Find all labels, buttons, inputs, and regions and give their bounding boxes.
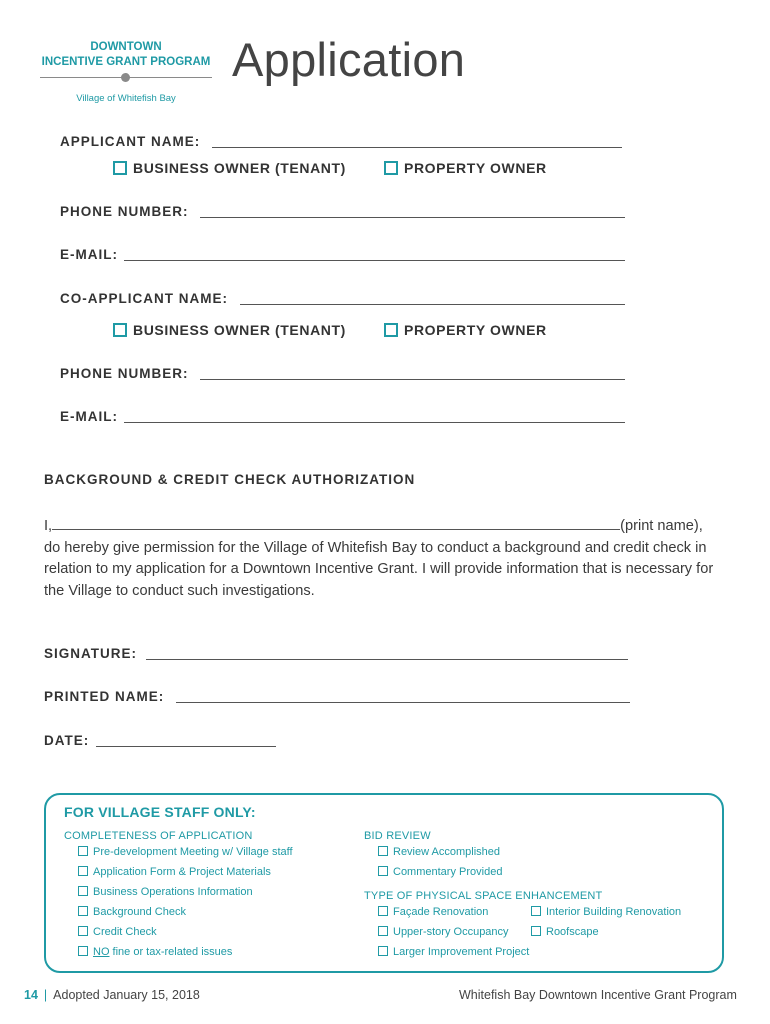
applicant-owner-checkbox[interactable] [384,161,398,175]
staff-checkbox[interactable] [531,926,541,936]
footer-left [24,988,200,1002]
completeness-heading: COMPLETENESS OF APPLICATION [64,830,253,842]
staff-checkbox[interactable] [78,926,88,936]
completeness-item-label: fine or tax-related issues [109,946,233,958]
staff-checkbox[interactable] [378,926,388,936]
completeness-item[interactable] [78,946,232,958]
logo-divider [40,73,212,83]
authorization-body: do hereby give permission for the Village of Whitefish Bay to conduct a background and credit check in relation to my application for a Downtown Incentive Grant. I will provide information that is necessary for the Village to conduct such investigations. [44,539,714,599]
completeness-item[interactable] [78,886,253,898]
completeness-item[interactable] [78,926,157,938]
staff-checkbox[interactable] [78,846,88,856]
signature-label: SIGNATURE: [44,646,137,661]
staff-checkbox[interactable] [378,946,388,956]
co-applicant-owner-option[interactable] [384,322,547,338]
staff-checkbox[interactable] [378,906,388,916]
enhancement-item-label: Interior Building Renovation [546,906,682,918]
authorization-print-name-field[interactable] [52,517,620,530]
staff-checkbox[interactable] [378,866,388,876]
authorization-prefix: I, [44,518,53,534]
printed-name-label: PRINTED NAME: [44,689,165,704]
co-applicant-email-label: E-MAIL: [60,409,118,424]
printed-name-field[interactable] [176,702,630,703]
applicant-phone-field[interactable] [200,217,625,218]
enhancement-item[interactable] [378,926,509,938]
applicant-phone-label: PHONE NUMBER: [60,204,189,219]
footer-divider: | [43,988,48,1002]
co-applicant-owner-checkbox[interactable] [384,323,398,337]
authorization-print-name-label: (print name), [620,518,703,534]
authorization-paragraph [44,516,734,602]
co-applicant-tenant-checkbox[interactable] [113,323,127,337]
bid-review-item[interactable] [378,866,502,878]
applicant-owner-label: PROPERTY OWNER [404,160,547,176]
staff-checkbox[interactable] [78,946,88,956]
staff-checkbox[interactable] [378,846,388,856]
staff-checkbox[interactable] [78,886,88,896]
applicant-tenant-checkbox[interactable] [113,161,127,175]
co-applicant-owner-label: PROPERTY OWNER [404,322,547,338]
bid-review-heading: BID REVIEW [364,830,431,842]
co-applicant-phone-field[interactable] [200,379,625,380]
applicant-name-label: APPLICANT NAME: [60,134,201,149]
completeness-item[interactable] [78,906,186,918]
staff-checkbox[interactable] [78,906,88,916]
completeness-item[interactable] [78,866,271,878]
staff-checkbox[interactable] [531,906,541,916]
date-field[interactable] [96,746,276,747]
completeness-item[interactable] [78,846,293,858]
enhancement-item[interactable] [378,946,529,958]
program-logo [40,40,212,104]
applicant-tenant-option[interactable] [113,160,346,176]
completeness-item-label: Background Check [93,906,186,918]
co-applicant-name-label: CO-APPLICANT NAME: [60,291,228,306]
enhancement-item[interactable] [378,906,488,918]
applicant-email-label: E-MAIL: [60,247,118,262]
co-applicant-name-field[interactable] [240,304,625,305]
enhancement-heading: TYPE OF PHYSICAL SPACE ENHANCEMENT [364,890,603,902]
enhancement-item[interactable] [531,926,599,938]
completeness-item-label: Credit Check [93,926,157,938]
completeness-item-no: NO [93,946,110,958]
staff-checkbox[interactable] [78,866,88,876]
bid-review-item-label: Review Accomplished [393,846,500,858]
bid-review-item-label: Commentary Provided [393,866,503,878]
completeness-item-label: Business Operations Information [93,886,253,898]
applicant-tenant-label: BUSINESS OWNER (TENANT) [133,160,346,176]
page-number: 14 [24,988,38,1002]
date-label: DATE: [44,733,90,748]
co-applicant-tenant-label: BUSINESS OWNER (TENANT) [133,322,346,338]
completeness-item-label: Pre-development Meeting w/ Village staff [93,846,293,858]
co-applicant-phone-label: PHONE NUMBER: [60,366,189,381]
authorization-heading: BACKGROUND & CREDIT CHECK AUTHORIZATION [44,472,416,487]
applicant-owner-option[interactable] [384,160,547,176]
co-applicant-tenant-option[interactable] [113,322,346,338]
co-applicant-email-field[interactable] [124,422,625,423]
page-title: Application [232,33,466,86]
signature-field[interactable] [146,659,628,660]
enhancement-item-label: Larger Improvement Project [393,946,530,958]
enhancement-item[interactable] [531,906,681,918]
footer-program-name: Whitefish Bay Downtown Incentive Grant Program [459,988,737,1002]
applicant-name-field[interactable] [212,147,622,148]
authorization-first-line [44,516,734,538]
logo-line-village: Village of Whitefish Bay [76,93,176,104]
logo-dot-icon [121,73,130,82]
adopted-date: Adopted January 15, 2018 [53,988,200,1002]
logo-line-program: INCENTIVE GRANT PROGRAM [41,56,211,68]
staff-only-title: FOR VILLAGE STAFF ONLY: [64,804,256,820]
logo-line-downtown: DOWNTOWN [90,41,162,53]
enhancement-item-label: Façade Renovation [393,906,489,918]
enhancement-item-label: Roofscape [546,926,599,938]
applicant-email-field[interactable] [124,260,625,261]
enhancement-item-label: Upper-story Occupancy [393,926,509,938]
bid-review-item[interactable] [378,846,500,858]
completeness-item-label: Application Form & Project Materials [93,866,271,878]
